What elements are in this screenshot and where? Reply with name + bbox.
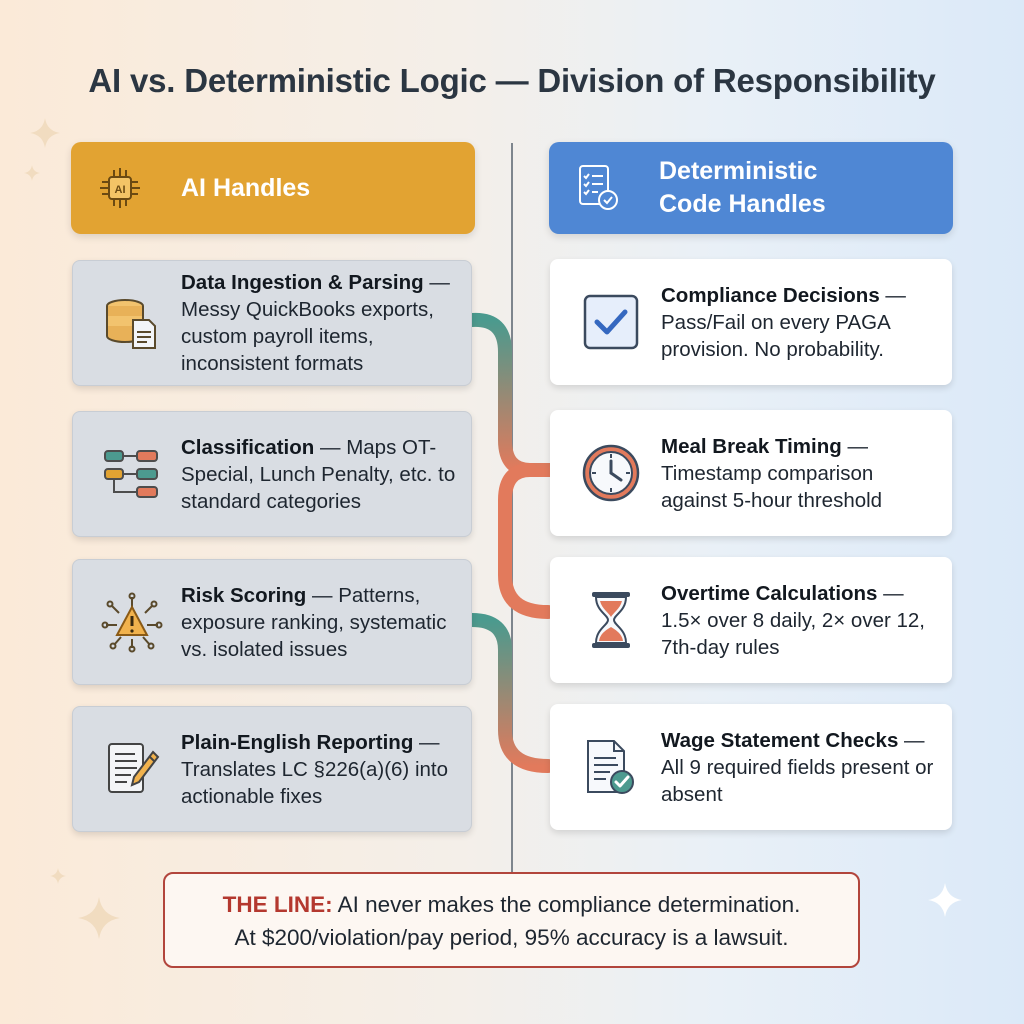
the-line-lead: THE LINE:	[222, 892, 333, 917]
hourglass-icon	[578, 587, 644, 653]
database-document-icon	[99, 290, 165, 356]
center-divider	[511, 143, 513, 873]
ai-handles-label: AI Handles	[181, 173, 311, 202]
card-body: Pass/Fail on every PAGA provision. No probability.	[661, 310, 890, 361]
page-title: AI vs. Deterministic Logic — Division of Responsibility	[88, 62, 936, 99]
deterministic-label-line2: Code Handles	[659, 190, 826, 218]
checklist-icon	[573, 163, 623, 213]
card-body: 1.5× over 8 daily, 2× over 12, 7th-day rules	[661, 608, 926, 659]
ai-chip-icon	[95, 163, 145, 213]
warning-network-icon	[99, 589, 165, 655]
sparkle-icon	[78, 897, 120, 939]
sparkle-icon	[928, 883, 962, 917]
card-title: Plain-English Reporting	[181, 730, 414, 754]
card-title: Compliance Decisions	[661, 283, 880, 307]
sparkle-icon	[30, 118, 60, 148]
the-line-text-1: AI never makes the compliance determination.	[337, 892, 801, 917]
connector-bottom	[472, 620, 548, 766]
the-line-callout	[163, 872, 860, 968]
card-title: Overtime Calculations	[661, 581, 878, 605]
card-body: Messy QuickBooks exports, custom payroll items, inconsistent formats	[181, 298, 434, 375]
ai-card-reporting: Plain-English Reporting — Translates LC §226(a)(6) into actionable fixes	[72, 706, 472, 832]
card-title: Classification	[181, 435, 315, 459]
det-card-wage-statement: Wage Statement Checks — All 9 required fields present or absent	[550, 704, 952, 830]
deterministic-label-line1: Deterministic	[659, 157, 818, 185]
checkbox-icon	[578, 289, 644, 355]
card-body: All 9 required fields present or absent	[661, 755, 934, 806]
ai-card-risk-scoring: Risk Scoring — Patterns, exposure ranking, systematic vs. isolated issues	[72, 559, 472, 685]
card-body: Translates LC §226(a)(6) into actionable fixes	[181, 757, 449, 808]
flowchart-icon	[99, 441, 165, 507]
sparkle-icon	[24, 165, 40, 181]
card-title: Wage Statement Checks	[661, 728, 899, 752]
card-title: Meal Break Timing	[661, 434, 842, 458]
sparkle-icon	[50, 868, 66, 884]
svg-text:AI: AI	[114, 184, 126, 196]
clock-icon	[578, 440, 644, 506]
ai-handles-header	[71, 142, 475, 234]
card-title: Data Ingestion & Parsing	[181, 271, 424, 294]
the-line-text-2: At $200/violation/pay period, 95% accuracy is a lawsuit.	[234, 925, 789, 950]
document-pen-icon	[99, 736, 165, 802]
ai-card-data-ingestion: Data Ingestion & Parsing — Messy QuickBooks exports, custom payroll items, inconsistent formats	[72, 260, 472, 386]
document-check-icon	[578, 734, 644, 800]
ai-card-classification: Classification — Maps OT-Special, Lunch Penalty, etc. to standard categories	[72, 411, 472, 537]
card-body: Maps OT-Special, Lunch Penalty, etc. to standard categories	[181, 435, 456, 513]
det-card-meal-break: Meal Break Timing — Timestamp comparison against 5-hour threshold	[550, 410, 952, 536]
card-body: Timestamp comparison against 5-hour threshold	[661, 461, 883, 512]
card-body: Patterns, exposure ranking, systematic vs. isolated issues	[181, 583, 447, 661]
card-title: Risk Scoring	[181, 583, 307, 607]
det-card-compliance: Compliance Decisions — Pass/Fail on every PAGA provision. No probability.	[550, 259, 952, 385]
det-card-overtime: Overtime Calculations — 1.5× over 8 daily, 2× over 12, 7th-day rules	[550, 557, 952, 683]
deterministic-header	[549, 142, 953, 234]
